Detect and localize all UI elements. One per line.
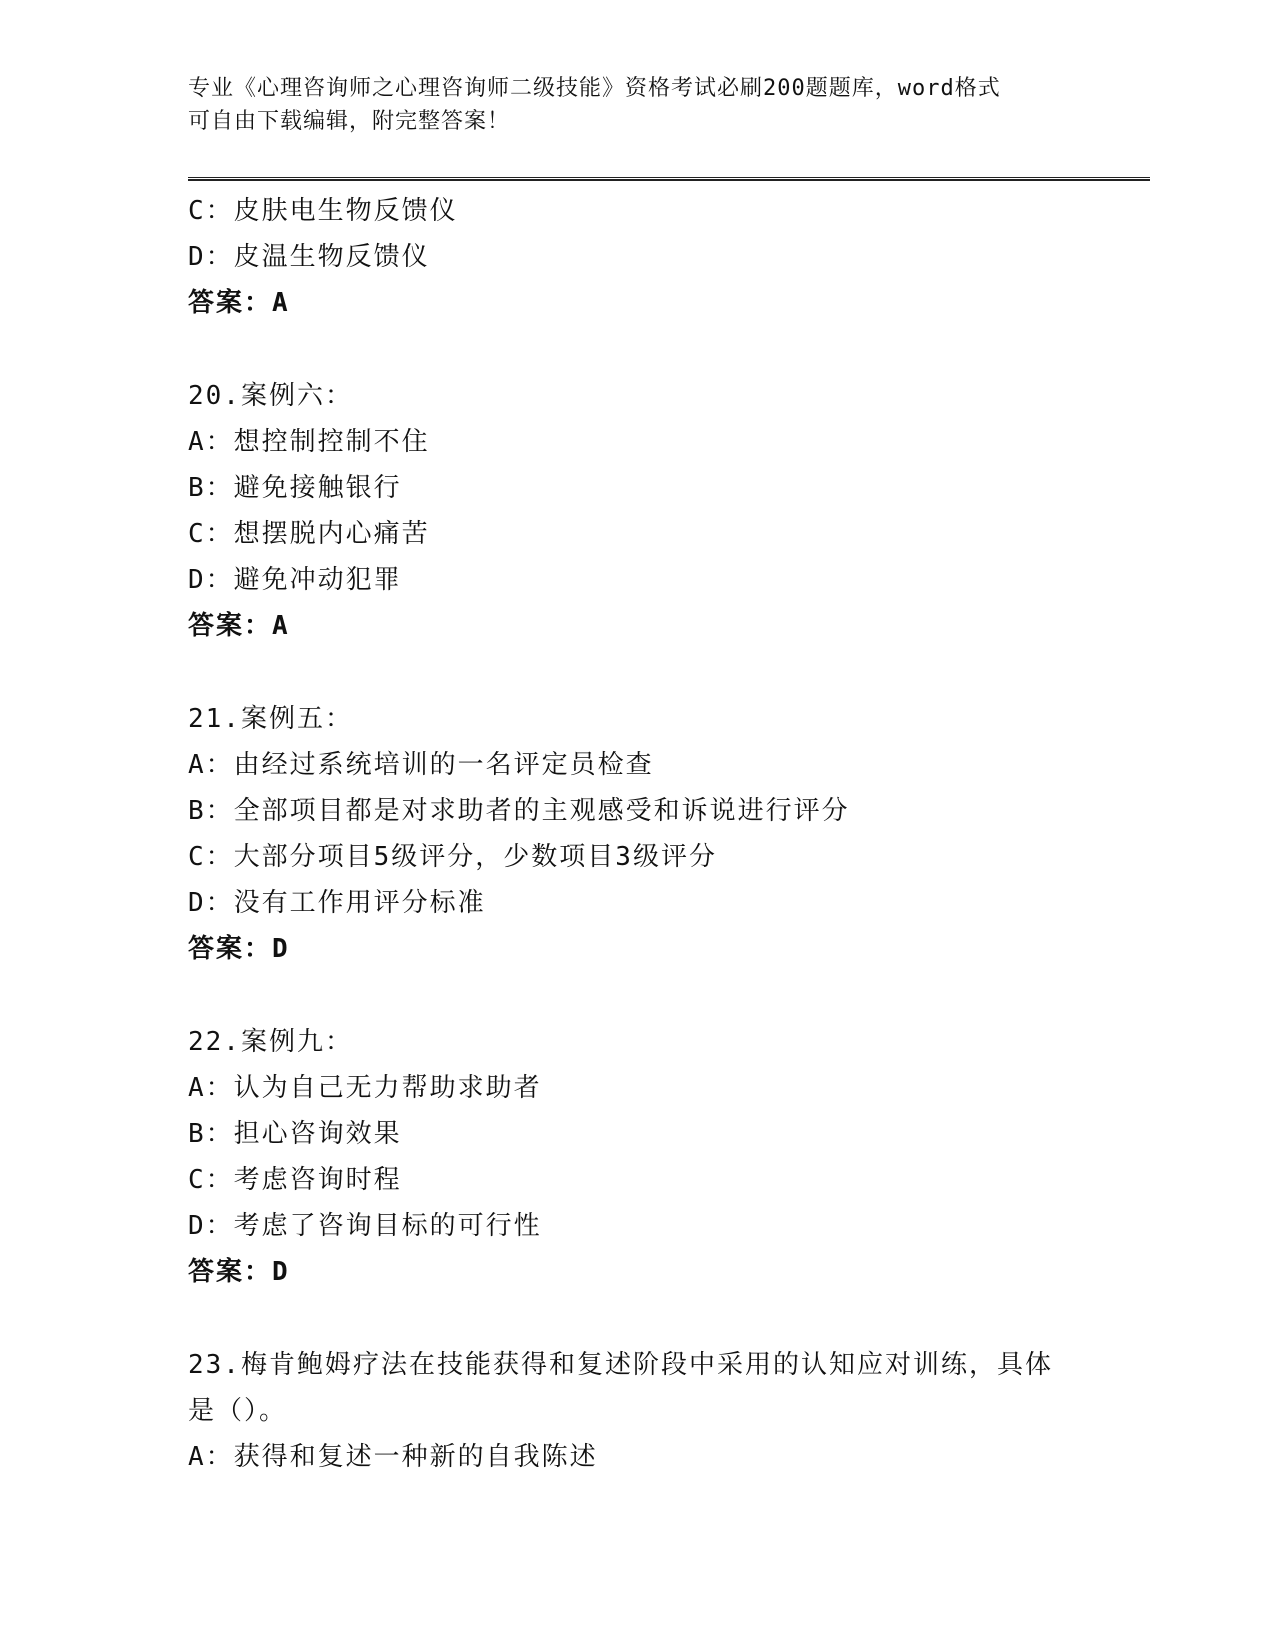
question-title-continued: 是（）。 (188, 1396, 288, 1426)
option-d: D：避免冲动犯罪 (188, 565, 402, 595)
option-d: D：考虑了咨询目标的可行性 (188, 1211, 542, 1241)
option-d: D：皮温生物反馈仪 (188, 242, 430, 272)
spacer (188, 972, 1088, 1019)
answer: 答案：D (188, 934, 290, 964)
spacer (188, 326, 1088, 373)
question-title: 23.梅肯鲍姆疗法在技能获得和复述阶段中采用的认知应对训练，具体 (188, 1350, 1053, 1380)
option-a: A：认为自己无力帮助求助者 (188, 1073, 542, 1103)
option-c: C：想摆脱内心痛苦 (188, 519, 430, 549)
header-line-1: 专业《心理咨询师之心理咨询师二级技能》资格考试必刷200题题库，word格式 (188, 76, 1001, 101)
document-header (188, 72, 1088, 138)
spacer (188, 1295, 1088, 1342)
option-b: B：全部项目都是对求助者的主观感受和诉说进行评分 (188, 796, 850, 826)
option-d: D：没有工作用评分标准 (188, 888, 486, 918)
answer: 答案：D (188, 1257, 290, 1287)
option-c: C：皮肤电生物反馈仪 (188, 196, 458, 226)
spacer (188, 649, 1088, 696)
question-title: 21.案例五： (188, 704, 353, 734)
header-line-2: 可自由下载编辑，附完整答案！ (188, 109, 511, 134)
answer: 答案：A (188, 611, 290, 641)
option-a: A：获得和复述一种新的自我陈述 (188, 1442, 598, 1472)
option-b: B：避免接触银行 (188, 473, 402, 503)
question-title: 22.案例九： (188, 1027, 353, 1057)
option-a: A：想控制控制不住 (188, 427, 430, 457)
answer: 答案：A (188, 288, 290, 318)
question-list (188, 188, 1088, 1480)
option-a: A：由经过系统培训的一名评定员检查 (188, 750, 654, 780)
question-title: 20.案例六： (188, 381, 353, 411)
option-b: B：担心咨询效果 (188, 1119, 402, 1149)
header-divider (188, 177, 1150, 181)
option-c: C：考虑咨询时程 (188, 1165, 402, 1195)
option-c: C：大部分项目5级评分，少数项目3级评分 (188, 842, 717, 872)
